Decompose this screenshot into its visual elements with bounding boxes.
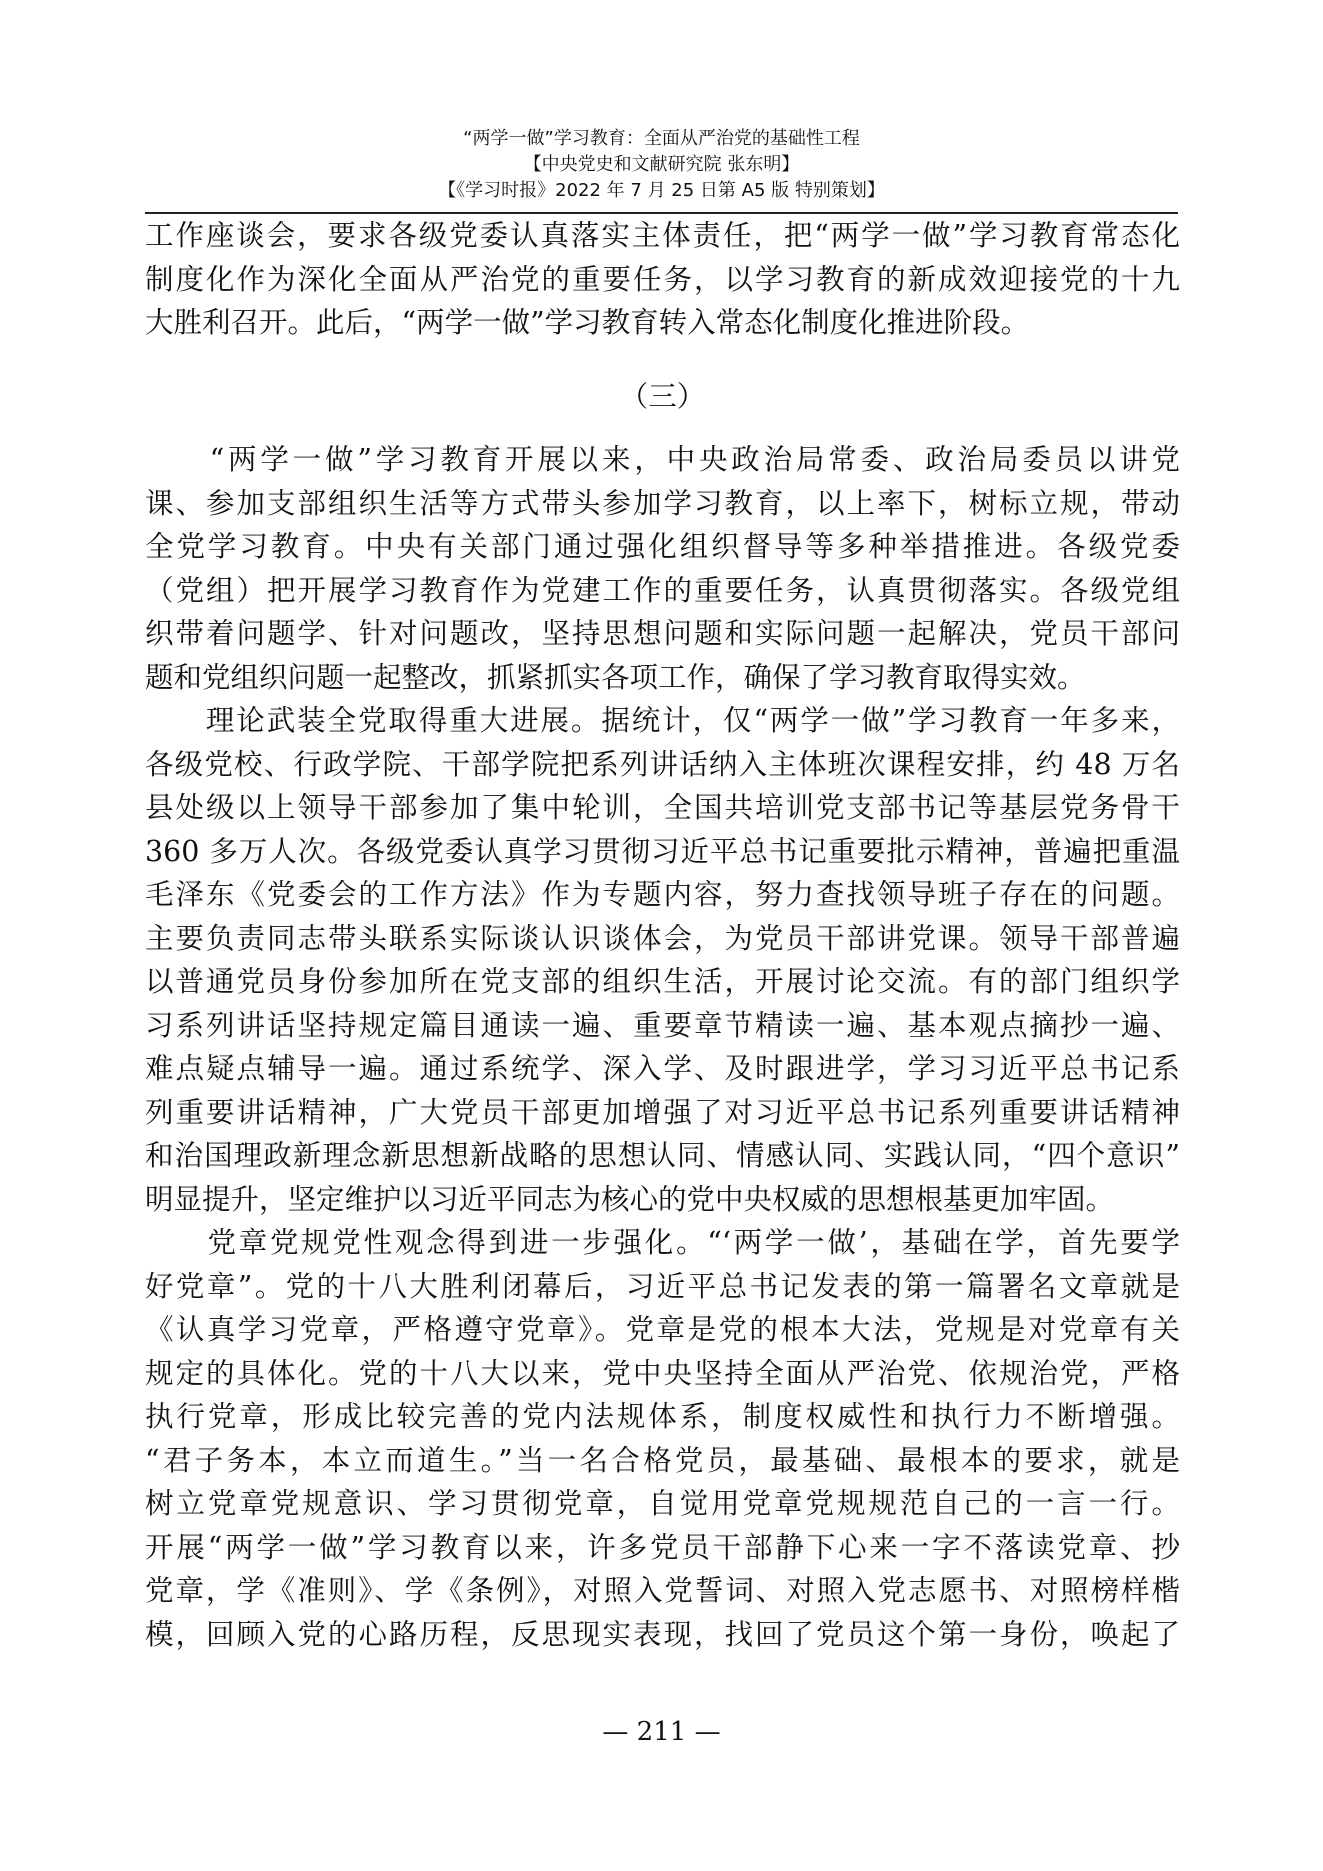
text-line: “两学一做”学习教育开展以来，中央政治局常委、政治局委员以讲党 bbox=[145, 443, 1180, 476]
text-line: 题和党组织问题一起整改，抓紧抓实各项工作，确保了学习教育取得实效。 bbox=[145, 660, 1086, 694]
text-line: 毛泽东《党委会的工作方法》作为专题内容，努力查找领导班子存在的问题。 bbox=[145, 878, 1180, 911]
text-line: 好党章”。党的十八大胜利闭幕后，习近平总书记发表的第一篇署名文章就是 bbox=[145, 1269, 1180, 1303]
text-line: 理论武装全党取得重大进展。据统计，仅“两学一做”学习教育一年多来， bbox=[145, 704, 1180, 737]
text-line: 360 多万人次。各级党委认真学习贯彻习近平总书记重要批示精神，普遍把重温 bbox=[145, 834, 1180, 868]
article-body bbox=[145, 214, 1180, 1656]
text-line: 模，回顾入党的心路历程，反思现实表现，找回了党员这个第一身份，唤起了 bbox=[145, 1617, 1180, 1651]
page-header bbox=[145, 126, 1178, 204]
text-line: 执行党章，形成比较完善的党内法规体系，制度权威性和执行力不断增强。 bbox=[145, 1400, 1180, 1433]
text-line: 县处级以上领导干部参加了集中轮训，全国共培训党支部书记等基层党务骨干 bbox=[145, 791, 1180, 824]
section-heading: （三） bbox=[619, 379, 706, 413]
text-line: 大胜利召开。此后，“两学一做”学习教育转入常态化制度化推进阶段。 bbox=[145, 306, 1030, 339]
text-line: 工作座谈会，要求各级党委认真落实主体责任，把“两学一做”学习教育常态化 bbox=[145, 219, 1180, 252]
text-line: 明显提升，坚定维护以习近平同志为核心的党中央权威的思想根基更加牢固。 bbox=[145, 1182, 1115, 1216]
text-line: 列重要讲话精神，广大党员干部更加增强了对习近平总书记系列重要讲话精神 bbox=[145, 1095, 1180, 1129]
text-line: 难点疑点辅导一遍。通过系统学、深入学、及时跟进学，学习习近平总书记系 bbox=[145, 1052, 1180, 1085]
paragraph-3 bbox=[145, 1221, 1180, 1656]
text-line: 全党学习教育。中央有关部门通过强化组织督导等多种举措推进。各级党委 bbox=[145, 530, 1180, 563]
text-line: 《认真学习党章，严格遵守党章》。党章是党的根本大法，党规是对党章有关 bbox=[145, 1313, 1180, 1346]
text-line: 规定的具体化。党的十八大以来，党中央坚持全面从严治党、依规治党，严格 bbox=[145, 1356, 1180, 1390]
text-line: 党章，学《准则》、学《条例》，对照入党誓词、对照入党志愿书、对照榜样楷 bbox=[145, 1574, 1180, 1607]
text-line: 课、参加支部组织生活等方式带头参加学习教育，以上率下，树标立规，带动 bbox=[145, 486, 1180, 520]
text-line: 各级党校、行政学院、干部学院把系列讲话纳入主体班次课程安排，约 48 万名 bbox=[145, 747, 1180, 781]
header-author: 【中央党史和文献研究院 张东明】 bbox=[523, 154, 800, 175]
text-line: （党组）把开展学习教育作为党建工作的重要任务，认真贯彻落实。各级党组 bbox=[145, 573, 1180, 607]
text-line: 习系列讲话坚持规定篇目通读一遍、重要章节精读一遍、基本观点摘抄一遍、 bbox=[145, 1008, 1180, 1042]
header-source: 【《学习时报》2022 年 7 月 25 日第 A5 版 特别策划】 bbox=[438, 180, 885, 201]
text-line: 和治国理政新理念新思想新战略的思想认同、情感认同、实践认同，“四个意识” bbox=[145, 1139, 1180, 1172]
header-title: “两学一做”学习教育：全面从严治党的基础性工程 bbox=[463, 128, 860, 149]
text-line: 树立党章党规意识、学习贯彻党章，自觉用党章党规规范自己的一言一行。 bbox=[145, 1487, 1180, 1520]
page-number: — 211 — bbox=[602, 1717, 721, 1747]
paragraph-2 bbox=[145, 699, 1180, 1221]
text-line: 主要负责同志带头联系实际谈认识谈体会，为党员干部讲党课。领导干部普遍 bbox=[145, 921, 1180, 955]
text-line: 开展“两学一做”学习教育以来，许多党员干部静下心来一字不落读党章、抄 bbox=[145, 1530, 1180, 1564]
text-line: “君子务本，本立而道生。”当一名合格党员，最基础、最根本的要求，就是 bbox=[145, 1443, 1180, 1477]
text-line: 党章党规党性观念得到进一步强化。“‘两学一做’，基础在学，首先要学 bbox=[145, 1226, 1180, 1259]
paragraph-1 bbox=[145, 438, 1180, 699]
text-line: 织带着问题学、针对问题改，坚持思想问题和实际问题一起解决，党员干部问 bbox=[145, 617, 1180, 650]
text-line: 制度化作为深化全面从严治党的重要任务，以学习教育的新成效迎接党的十九 bbox=[145, 262, 1180, 296]
text-line: 以普通党员身份参加所在党支部的组织生活，开展讨论交流。有的部门组织学 bbox=[145, 965, 1180, 998]
intro-paragraph bbox=[145, 214, 1180, 345]
